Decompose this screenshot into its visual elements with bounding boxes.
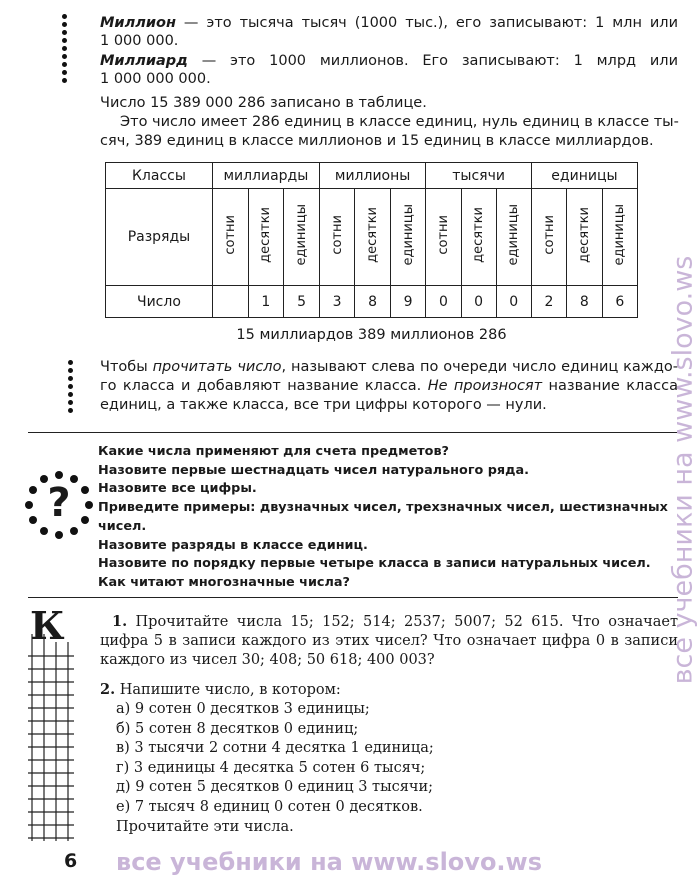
digit-name: сотни <box>319 189 355 286</box>
watermark-bottom: все учебники на www.slovo.ws <box>116 848 542 876</box>
task-2-item: б) 5 сотен 8 десятков 0 единиц; <box>116 720 359 737</box>
rule-marker <box>68 360 73 413</box>
question-item: Назовите первые шестнадцать чисел натурального ряда. <box>98 462 529 478</box>
number-cell: 2 <box>531 286 566 318</box>
digit-name: сотни <box>212 189 248 286</box>
row-label-digits: Разряды <box>106 189 213 286</box>
number-cell <box>212 286 248 318</box>
table-caption: 15 миллиардов 389 миллионов 286 <box>236 327 507 343</box>
digit-name: десятки <box>248 189 284 286</box>
question-item: чисел. <box>98 518 147 534</box>
number-cell: 8 <box>355 286 391 318</box>
digit-name: единицы <box>602 189 637 286</box>
class-units: единицы <box>531 163 637 189</box>
exercise-grid-icon <box>28 603 76 846</box>
task-2-outro: Прочитайте эти числа. <box>116 818 294 835</box>
question-item: Назовите разряды в классе единиц. <box>98 537 368 553</box>
number-cell: 0 <box>461 286 496 318</box>
intro-text: Число 15 389 000 286 записано в таблице. Это число имеет 286 единиц в классе единиц, нуль единиц в классе ты- сяч, 389 единиц в классе миллионов и 15 единиц в классе миллиардов. <box>100 95 679 149</box>
digit-name: единицы <box>496 189 531 286</box>
divider-top <box>28 432 678 433</box>
digit-name: десятки <box>567 189 602 286</box>
row-label-number: Число <box>106 286 213 318</box>
class-millions: миллионы <box>319 163 426 189</box>
question-item: Назовите по порядку первые четыре класса в записи натуральных чисел. <box>98 556 651 572</box>
task-1: 1. Прочитайте числа 15; 152; 514; 2537; 5007; 52 615. Что означает цифра 5 в записи каждого из этих чисел? Что означает цифра 0 в записи каждого из чисел 30; 408; 50 618; 400 003? <box>100 613 678 668</box>
term-million: Миллион <box>100 15 176 31</box>
k-letter: К <box>30 603 65 648</box>
task-2-item: д) 9 сотен 5 десятков 0 единиц 3 тысячи; <box>116 779 434 796</box>
number-class-table <box>105 162 638 318</box>
number-cell: 3 <box>319 286 355 318</box>
question-mark: ? <box>47 480 71 526</box>
number-cell: 8 <box>567 286 602 318</box>
question-item: Какие числа применяют для счета предметов? <box>98 444 449 459</box>
digit-name: единицы <box>390 189 426 286</box>
digit-name: сотни <box>531 189 566 286</box>
task-2-item: в) 3 тысячи 2 сотни 4 десятка 1 единица; <box>116 740 434 757</box>
digit-name: десятки <box>461 189 496 286</box>
task-2: 2. Напишите число, в котором: а) 9 сотен 0 десятков 3 единицы; б) 5 сотен 8 десятков 0 единиц; в) 3 тысячи 2 сотни 4 десятка 1 единица; г) 3 единицы 4 десятка 5 сотен 6 тысяч; д) 9 сотен 5 десятков 0 единиц 3 тысячи; е) 7 тысяч 8 единиц 0 сотен 0 десятков. Прочитайте эти числа. <box>100 680 678 837</box>
divider-bottom <box>28 597 678 598</box>
task-2-item: г) 3 единицы 4 десятка 5 сотен 6 тысяч; <box>116 759 426 776</box>
class-thousands: тысячи <box>426 163 531 189</box>
digit-name: единицы <box>284 189 320 286</box>
question-item: Приведите примеры: двузначных чисел, трехзначных чисел, шестизначных <box>98 500 668 516</box>
definition-million: Миллион — это тысяча тысяч (1000 тыс.), его записывают: 1 млн или 1 000 000. <box>100 15 678 49</box>
definition-billion: Миллиард — это 1000 миллионов. Его записывают: 1 млрд или 1 000 000 000. <box>100 53 678 87</box>
digit-name: сотни <box>426 189 461 286</box>
number-cell: 0 <box>426 286 461 318</box>
page-number: 6 <box>64 850 78 872</box>
question-item: Назовите все цифры. <box>98 481 257 497</box>
task-2-item: а) 9 сотен 0 десятков 3 единицы; <box>116 701 370 717</box>
definition-marker <box>62 14 67 83</box>
term-billion: Миллиард <box>100 53 188 69</box>
number-cell: 5 <box>284 286 320 318</box>
digit-name: десятки <box>355 189 391 286</box>
row-label-classes: Классы <box>106 163 213 189</box>
question-item: Как читают многозначные числа? <box>98 574 350 590</box>
number-cell: 9 <box>390 286 426 318</box>
reading-rule: Чтобы прочитать число, называют слева по очереди число единиц каждо- го класса и добавляют название класса. Не произносят название класса единиц, а также класса, все три цифры которого — нули. <box>100 359 678 413</box>
task-2-item: е) 7 тысяч 8 единиц 0 сотен 0 десятков. <box>116 798 423 815</box>
question-ring-icon <box>24 470 94 540</box>
number-cell: 0 <box>496 286 531 318</box>
review-questions <box>98 443 678 593</box>
watermark-side: все учебники на www.slovo.ws <box>667 255 699 685</box>
class-billions: миллиарды <box>212 163 319 189</box>
number-cell: 6 <box>602 286 637 318</box>
number-cell: 1 <box>248 286 284 318</box>
